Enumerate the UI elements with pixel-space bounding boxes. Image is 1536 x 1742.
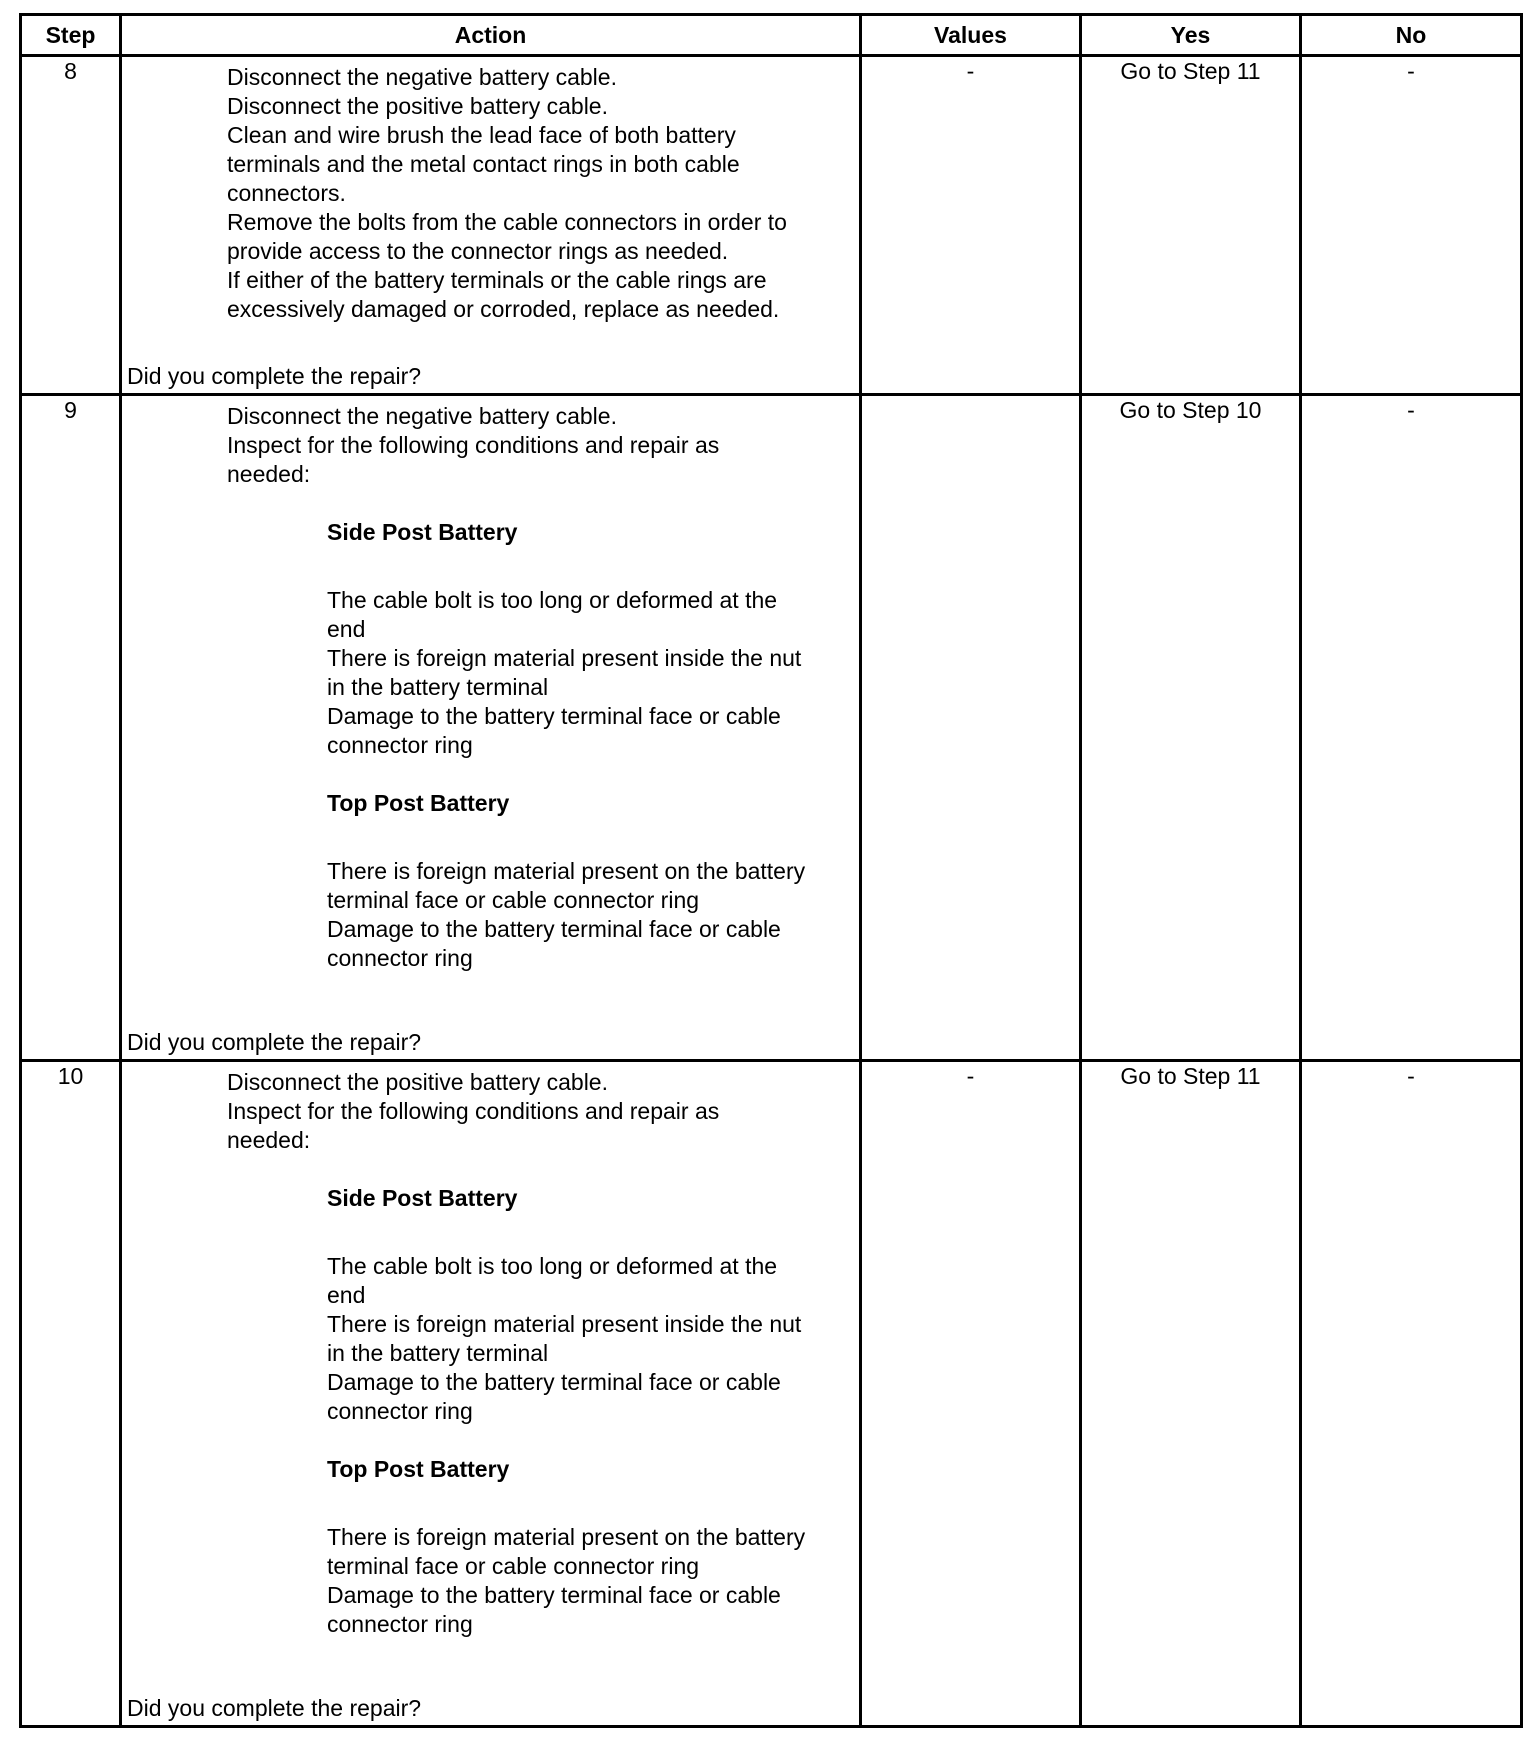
- action-step: Disconnect the negative battery cable.: [227, 403, 617, 429]
- step-number: 9: [21, 395, 121, 1061]
- action-steps: [122, 402, 859, 489]
- condition-item: The cable bolt is too long or deformed at the end: [327, 587, 778, 642]
- diagnostic-table: [19, 13, 1523, 1728]
- action-steps: [122, 1068, 859, 1155]
- action-steps: [122, 63, 859, 324]
- table-row-step-10: [21, 1061, 1522, 1727]
- step-number: 8: [21, 56, 121, 395]
- no-cell: [1301, 395, 1522, 1061]
- no-cell: [1301, 1061, 1522, 1727]
- action-step: If either of the battery terminals or the cable rings are excessively damaged or corroded, replace as needed.: [227, 267, 780, 322]
- action-cell: [121, 395, 861, 1061]
- top-post-heading: Top Post Battery: [327, 790, 510, 816]
- condition-item: Damage to the battery terminal face or cable connector ring: [327, 1369, 781, 1424]
- condition-item: Damage to the battery terminal face or cable connector ring: [327, 1582, 781, 1637]
- values-cell: -: [861, 56, 1081, 395]
- header-step: Step: [21, 15, 121, 56]
- condition-item: Damage to the battery terminal face or cable connector ring: [327, 916, 781, 971]
- top-post-heading: Top Post Battery: [327, 1456, 510, 1482]
- action-step: Inspect for the following conditions and repair as needed:: [227, 1098, 720, 1153]
- action-step: Disconnect the positive battery cable.: [227, 1069, 608, 1095]
- yes-result: Go to Step 10: [1119, 397, 1262, 423]
- action-cell: [121, 1061, 861, 1727]
- repair-question: Did you complete the repair?: [127, 363, 422, 389]
- side-post-section: [122, 518, 859, 760]
- yes-result: Go to Step 11: [1120, 58, 1261, 84]
- yes-cell: [1081, 56, 1301, 395]
- action-step: Inspect for the following conditions and repair as needed:: [227, 432, 720, 487]
- condition-item: There is foreign material present inside the nut in the battery terminal: [327, 645, 802, 700]
- header-yes: Yes: [1081, 15, 1301, 56]
- action-step: Disconnect the negative battery cable.: [227, 64, 617, 90]
- yes-result: Go to Step 11: [1120, 1063, 1261, 1089]
- condition-item: There is foreign material present on the battery terminal face or cable connector ring: [327, 858, 806, 913]
- side-post-heading: Side Post Battery: [327, 1185, 518, 1211]
- step-number: 10: [21, 1061, 121, 1727]
- condition-item: There is foreign material present inside the nut in the battery terminal: [327, 1311, 802, 1366]
- values-cell: -: [861, 1061, 1081, 1727]
- action-step: Disconnect the positive battery cable.: [227, 93, 608, 119]
- condition-item: The cable bolt is too long or deformed at the end: [327, 1253, 778, 1308]
- side-post-heading: Side Post Battery: [327, 519, 518, 545]
- no-cell: [1301, 56, 1522, 395]
- yes-cell: [1081, 395, 1301, 1061]
- no-result: -: [1407, 397, 1415, 423]
- action-step: Remove the bolts from the cable connectors in order to provide access to the connector rings as needed.: [227, 209, 787, 264]
- repair-question: Did you complete the repair?: [127, 1695, 422, 1721]
- header-no: No: [1301, 15, 1522, 56]
- action-step: Clean and wire brush the lead face of both battery terminals and the metal contact rings in both cable connectors.: [227, 122, 740, 206]
- header-values: Values: [861, 15, 1081, 56]
- table-row-step-8: [21, 56, 1522, 395]
- condition-item: There is foreign material present on the battery terminal face or cable connector ring: [327, 1524, 806, 1579]
- side-post-section: [122, 1184, 859, 1426]
- no-result: -: [1407, 1063, 1415, 1089]
- table-row-step-9: [21, 395, 1522, 1061]
- repair-question: Did you complete the repair?: [127, 1029, 422, 1055]
- yes-cell: [1081, 1061, 1301, 1727]
- values-cell: [861, 395, 1081, 1061]
- condition-item: Damage to the battery terminal face or cable connector ring: [327, 703, 781, 758]
- header-row: [21, 15, 1522, 56]
- top-post-section: [122, 1455, 859, 1639]
- header-action: Action: [121, 15, 861, 56]
- action-cell: [121, 56, 861, 395]
- top-post-section: [122, 789, 859, 973]
- no-result: -: [1407, 58, 1415, 84]
